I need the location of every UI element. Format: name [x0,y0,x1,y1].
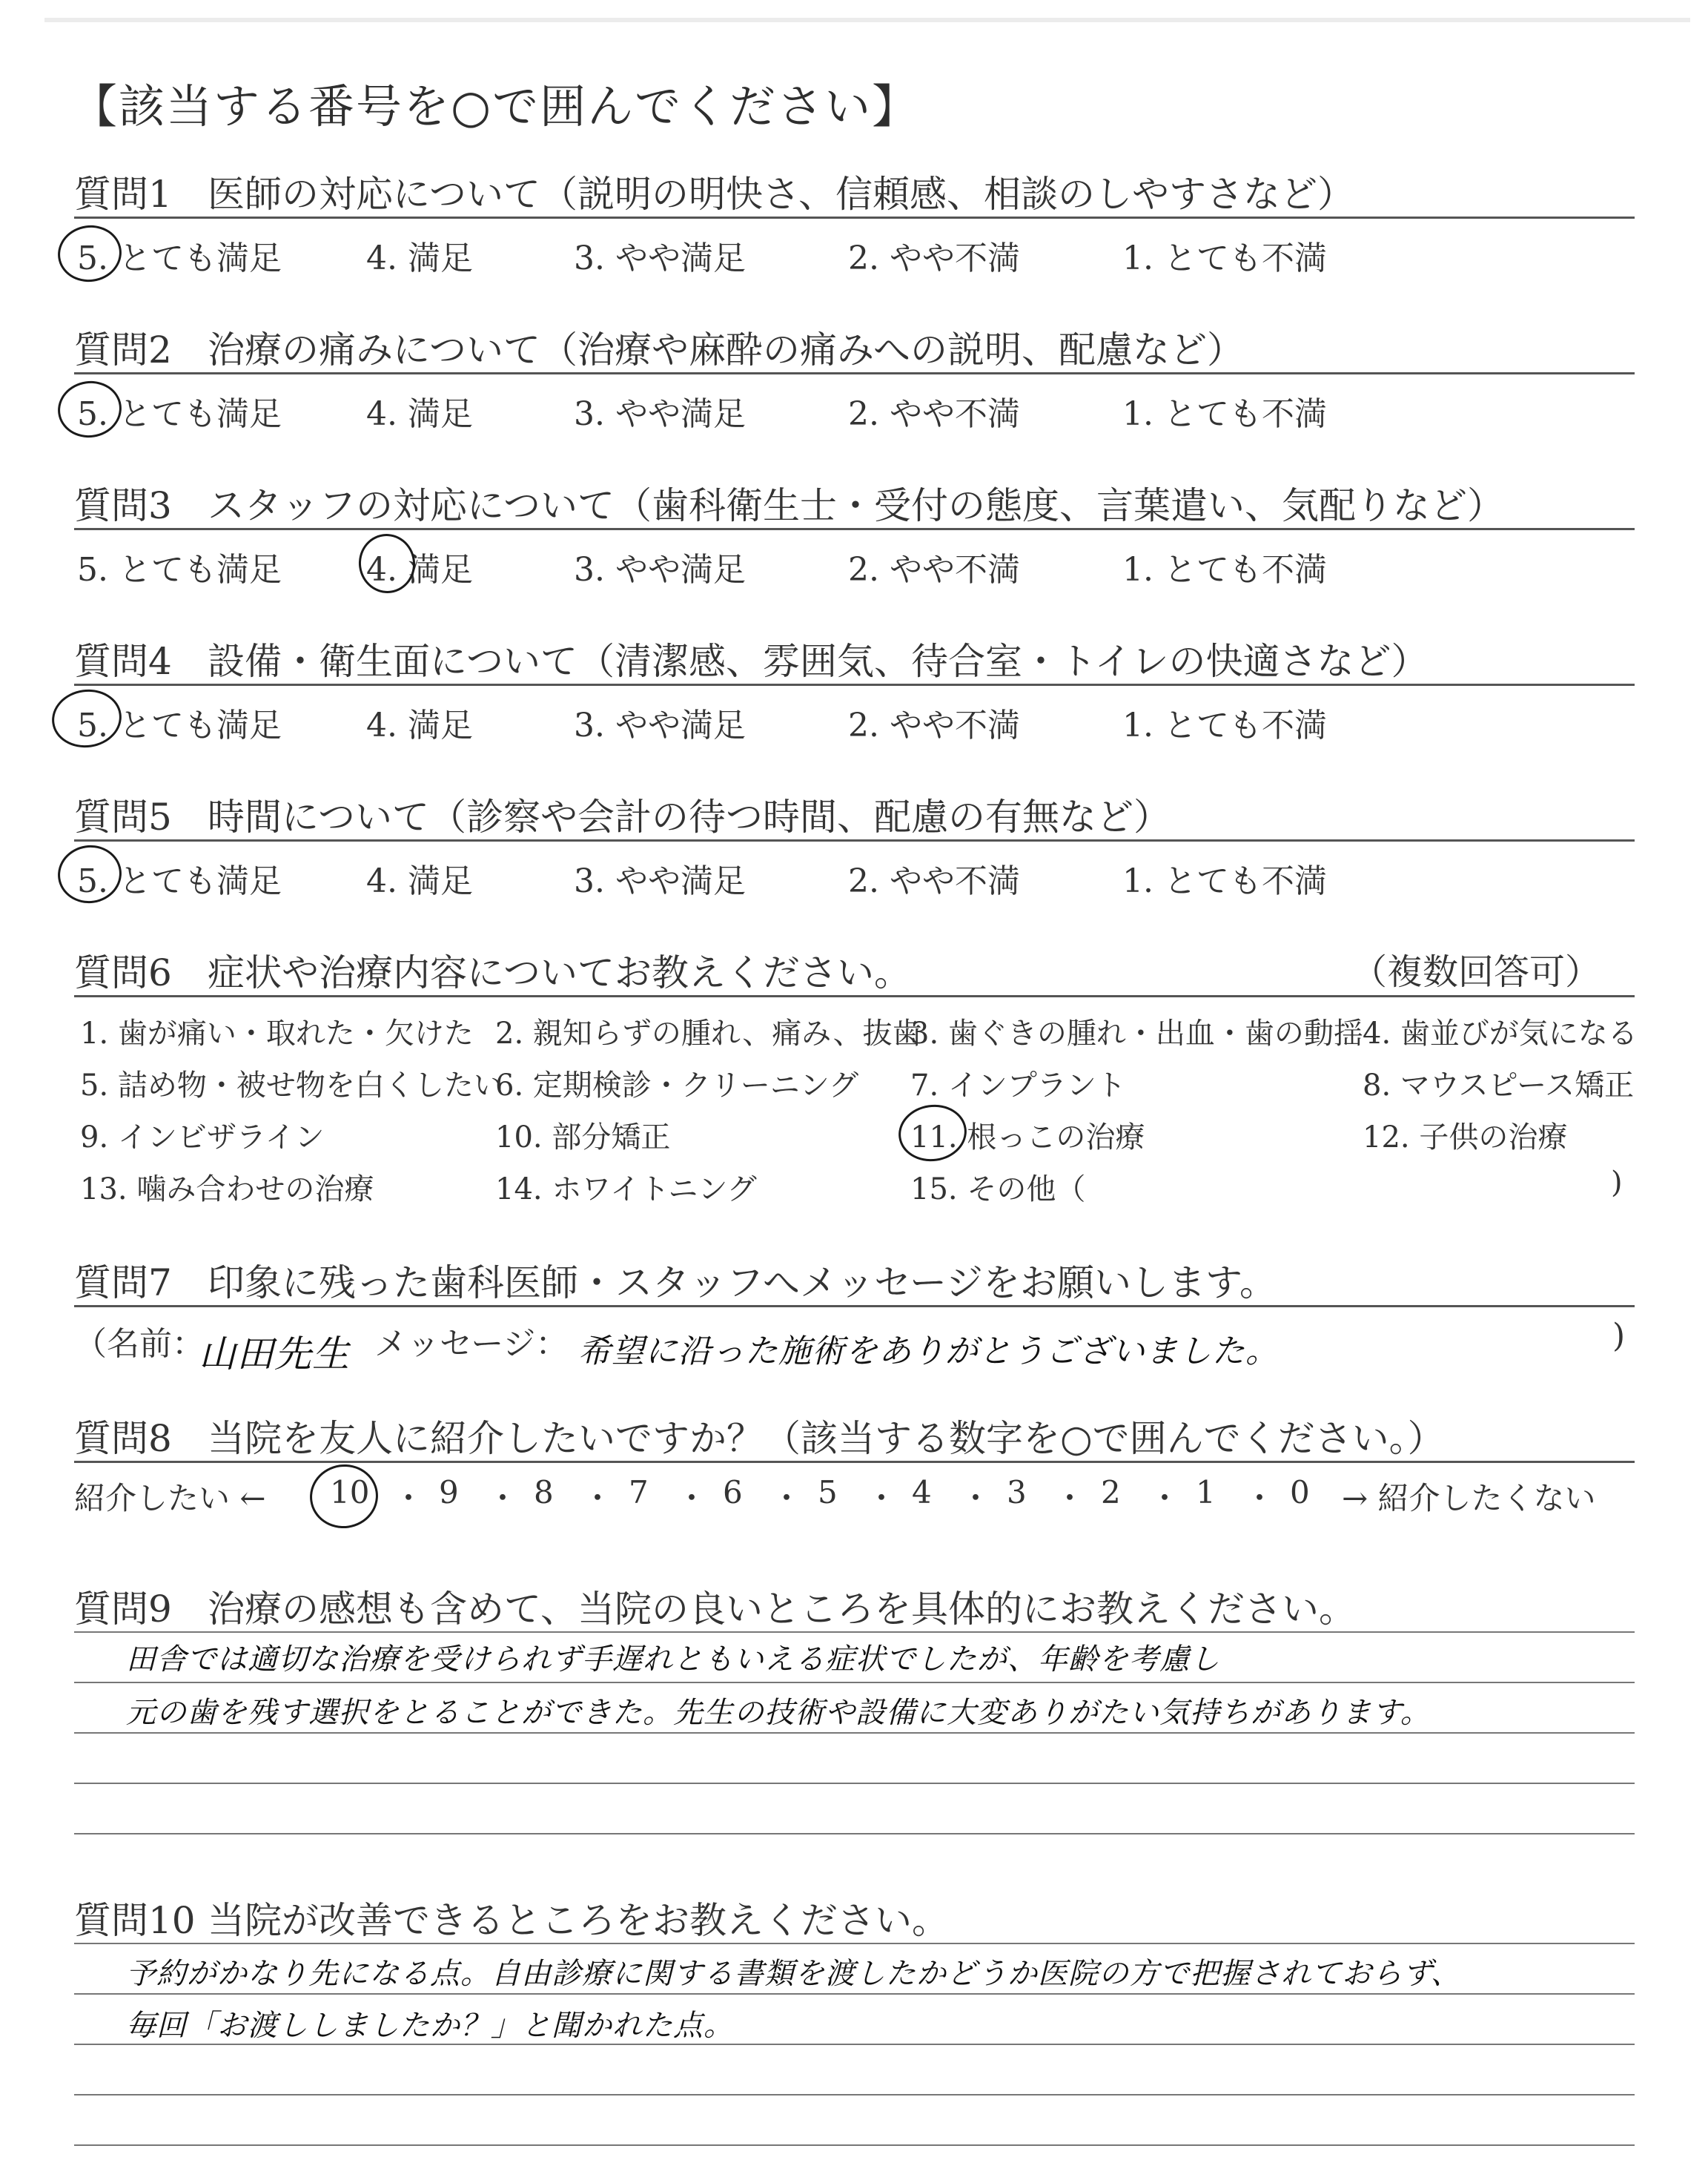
symptom-item[interactable]: 5. 詰め物・被せ物を白くしたい [80,1069,503,1103]
question-text: 設備・衛生面について（清潔感、雰囲気、待合室・トイレの快適さなど） [208,640,1429,683]
other-close-paren: ) [1611,1166,1623,1200]
question-2 [74,320,1244,374]
option-4[interactable]: 4. 満足 [366,707,473,744]
question-rule [74,684,1635,686]
scale-dot: ・ [582,1480,614,1516]
option-3[interactable]: 3. やや満足 [574,707,746,744]
answer-line [74,2094,1635,2095]
symptom-item[interactable]: 10. 部分矯正 [495,1120,671,1155]
option-5[interactable]: 5. とても満足 [77,240,282,277]
form-instruction-title: 【該当する番号を○で囲んでください】 [71,79,920,133]
question-number: 質問9 [74,1588,172,1631]
answer-line [74,1993,1635,1995]
option-2[interactable]: 2. やや不満 [848,240,1020,277]
question-text: 時間について（診察や会計の待つ時間、配慮の有無など） [208,796,1171,839]
handwritten-answer-line: 元の歯を残す選択をとることができた。先生の技術や設備に大変ありがたい気持ちがあります。 [126,1696,1431,1730]
answer-line [74,1833,1635,1834]
scale-value[interactable]: 9 [439,1474,459,1510]
question-3 [74,476,1504,529]
question-number: 質問10 [74,1899,196,1942]
symptom-item[interactable]: 15. その他（ [910,1172,1086,1206]
question-rule [74,528,1635,530]
scale-right-label: → 紹介したくない [1342,1480,1596,1516]
option-3[interactable]: 3. やや満足 [574,240,746,277]
question-1 [74,165,1354,218]
scale-value[interactable]: 6 [723,1474,743,1510]
multiple-answers-note: （複数回答可） [1351,951,1601,993]
question-rule [74,839,1635,842]
scale-dot: ・ [1149,1480,1181,1516]
option-4[interactable]: 4. 満足 [366,862,473,900]
question-text: スタッフの対応について（歯科衛生士・受付の態度、言葉遣い、気配りなど） [208,484,1504,527]
scale-dot: ・ [1054,1480,1086,1516]
scale-dot: ・ [487,1480,519,1516]
option-1[interactable]: 1. とても不満 [1122,862,1327,900]
option-1[interactable]: 1. とても不満 [1122,240,1327,277]
symptom-item[interactable]: 13. 噛み合わせの治療 [80,1172,374,1206]
question-text: 印象に残った歯科医師・スタッフへメッセージをお願いします。 [208,1261,1277,1304]
question-text: 治療の感想も含めて、当院の良いところを具体的にお教えください。 [208,1588,1356,1631]
option-4[interactable]: 4. 満足 [366,240,473,277]
option-1[interactable]: 1. とても不満 [1122,395,1327,433]
symptom-item[interactable]: 12. 子供の治療 [1363,1120,1568,1155]
symptom-item[interactable]: 3. 歯ぐきの腫れ・出血・歯の動揺 [910,1017,1363,1051]
message-close-paren: ) [1612,1317,1626,1355]
question-rule [74,372,1635,374]
scale-value[interactable]: 0 [1290,1474,1310,1510]
handwritten-message: 希望に沿った施術をありがとうございました。 [578,1332,1279,1370]
q7-name-label: （名前： [74,1325,205,1363]
option-5[interactable]: 5. とても満足 [77,862,282,900]
question-rule [74,995,1635,997]
answer-line [74,1943,1635,1944]
scale-dot: ・ [676,1480,708,1516]
question-number: 質問8 [74,1417,172,1460]
answer-line [74,1682,1635,1683]
scale-dot: ・ [866,1480,898,1516]
question-6 [74,943,911,997]
option-2[interactable]: 2. やや不満 [848,862,1020,900]
option-2[interactable]: 2. やや不満 [848,707,1020,744]
option-4[interactable]: 4. 満足 [366,395,473,433]
symptom-item[interactable]: 7. インプラント [910,1069,1126,1103]
top-edge-line [44,18,1690,22]
symptom-item[interactable]: 6. 定期検診・クリーニング [495,1069,859,1103]
symptom-item[interactable]: 1. 歯が痛い・取れた・欠けた [80,1017,474,1051]
handwritten-answer-line: 予約がかなり先になる点。自由診療に関する書類を渡したかどうか医院の方で把握されておらず、 [126,1957,1461,1991]
option-3[interactable]: 3. やや満足 [574,395,746,433]
question-text: 当院が改善できるところをお教えください。 [208,1899,949,1942]
question-number: 質問1 [74,173,172,216]
scale-dot: ・ [960,1480,992,1516]
question-text: 治療の痛みについて（治療や麻酔の痛みへの説明、配慮など） [208,328,1244,371]
scale-dot: ・ [393,1480,425,1516]
q7-message-label: メッセージ： [374,1325,569,1363]
symptom-item[interactable]: 8. マウスピース矯正 [1363,1069,1635,1103]
option-3[interactable]: 3. やや満足 [574,551,746,589]
scale-dot: ・ [1244,1480,1276,1516]
question-4 [74,632,1429,685]
option-4[interactable]: 4. 満足 [366,551,473,589]
question-number: 質問6 [74,951,172,994]
scale-value[interactable]: 5 [818,1474,838,1510]
question-rule [74,1461,1635,1463]
question-text: 当院を友人に紹介したいですか？（該当する数字を○で囲んでください。） [208,1417,1445,1460]
question-number: 質問5 [74,796,172,839]
question-number: 質問2 [74,328,172,371]
option-1[interactable]: 1. とても不満 [1122,551,1327,589]
option-2[interactable]: 2. やや不満 [848,551,1020,589]
option-3[interactable]: 3. やや満足 [574,862,746,900]
scale-left-label: 紹介したい ← [74,1480,266,1516]
question-number: 質問4 [74,640,172,683]
question-10 [74,1891,949,1944]
scale-value[interactable]: 7 [629,1474,649,1510]
symptom-item[interactable]: 9. インビザライン [80,1120,325,1155]
option-2[interactable]: 2. やや不満 [848,395,1020,433]
question-7 [74,1253,1277,1307]
selection-circle-q8 [305,1460,382,1533]
symptom-item[interactable]: 14. ホワイトニング [495,1172,757,1206]
question-rule [74,1305,1635,1307]
scale-value[interactable]: 1 [1196,1474,1216,1510]
answer-line [74,2044,1635,2045]
answer-line [74,1732,1635,1734]
handwritten-answer-line: 毎回「お渡ししましたか？」と聞かれた点。 [126,2009,734,2043]
handwritten-name: 山田先生 [199,1332,350,1375]
symptom-item[interactable]: 11. 根っこの治療 [910,1120,1145,1155]
question-text: 症状や治療内容についてお教えください。 [208,951,911,994]
question-5 [74,787,1171,841]
scale-dot: ・ [771,1480,803,1516]
question-rule [74,217,1635,219]
question-9 [74,1579,1356,1633]
answer-line [74,1783,1635,1784]
question-number: 質問7 [74,1261,172,1304]
option-5[interactable]: 5. とても満足 [77,551,282,589]
scale-value[interactable]: 8 [534,1474,554,1510]
scale-value[interactable]: 3 [1007,1474,1027,1510]
scale-value[interactable]: 10 [330,1474,370,1510]
answer-line [74,1631,1635,1633]
scale-value[interactable]: 2 [1101,1474,1121,1510]
answer-line [74,2144,1635,2146]
option-5[interactable]: 5. とても満足 [77,707,282,744]
symptom-item[interactable]: 4. 歯並びが気になる [1363,1017,1638,1051]
question-8 [74,1409,1445,1462]
question-text: 医師の対応について（説明の明快さ、信頼感、相談のしやすさなど） [208,173,1354,216]
option-1[interactable]: 1. とても不満 [1122,707,1327,744]
question-number: 質問3 [74,484,172,527]
scale-value[interactable]: 4 [912,1474,932,1510]
option-5[interactable]: 5. とても満足 [77,395,282,433]
handwritten-answer-line: 田舎では適切な治療を受けられず手遅れともいえる症状でしたが、年齢を考慮し [126,1642,1220,1677]
symptom-item[interactable]: 2. 親知らずの腫れ、痛み、抜歯 [495,1017,922,1051]
